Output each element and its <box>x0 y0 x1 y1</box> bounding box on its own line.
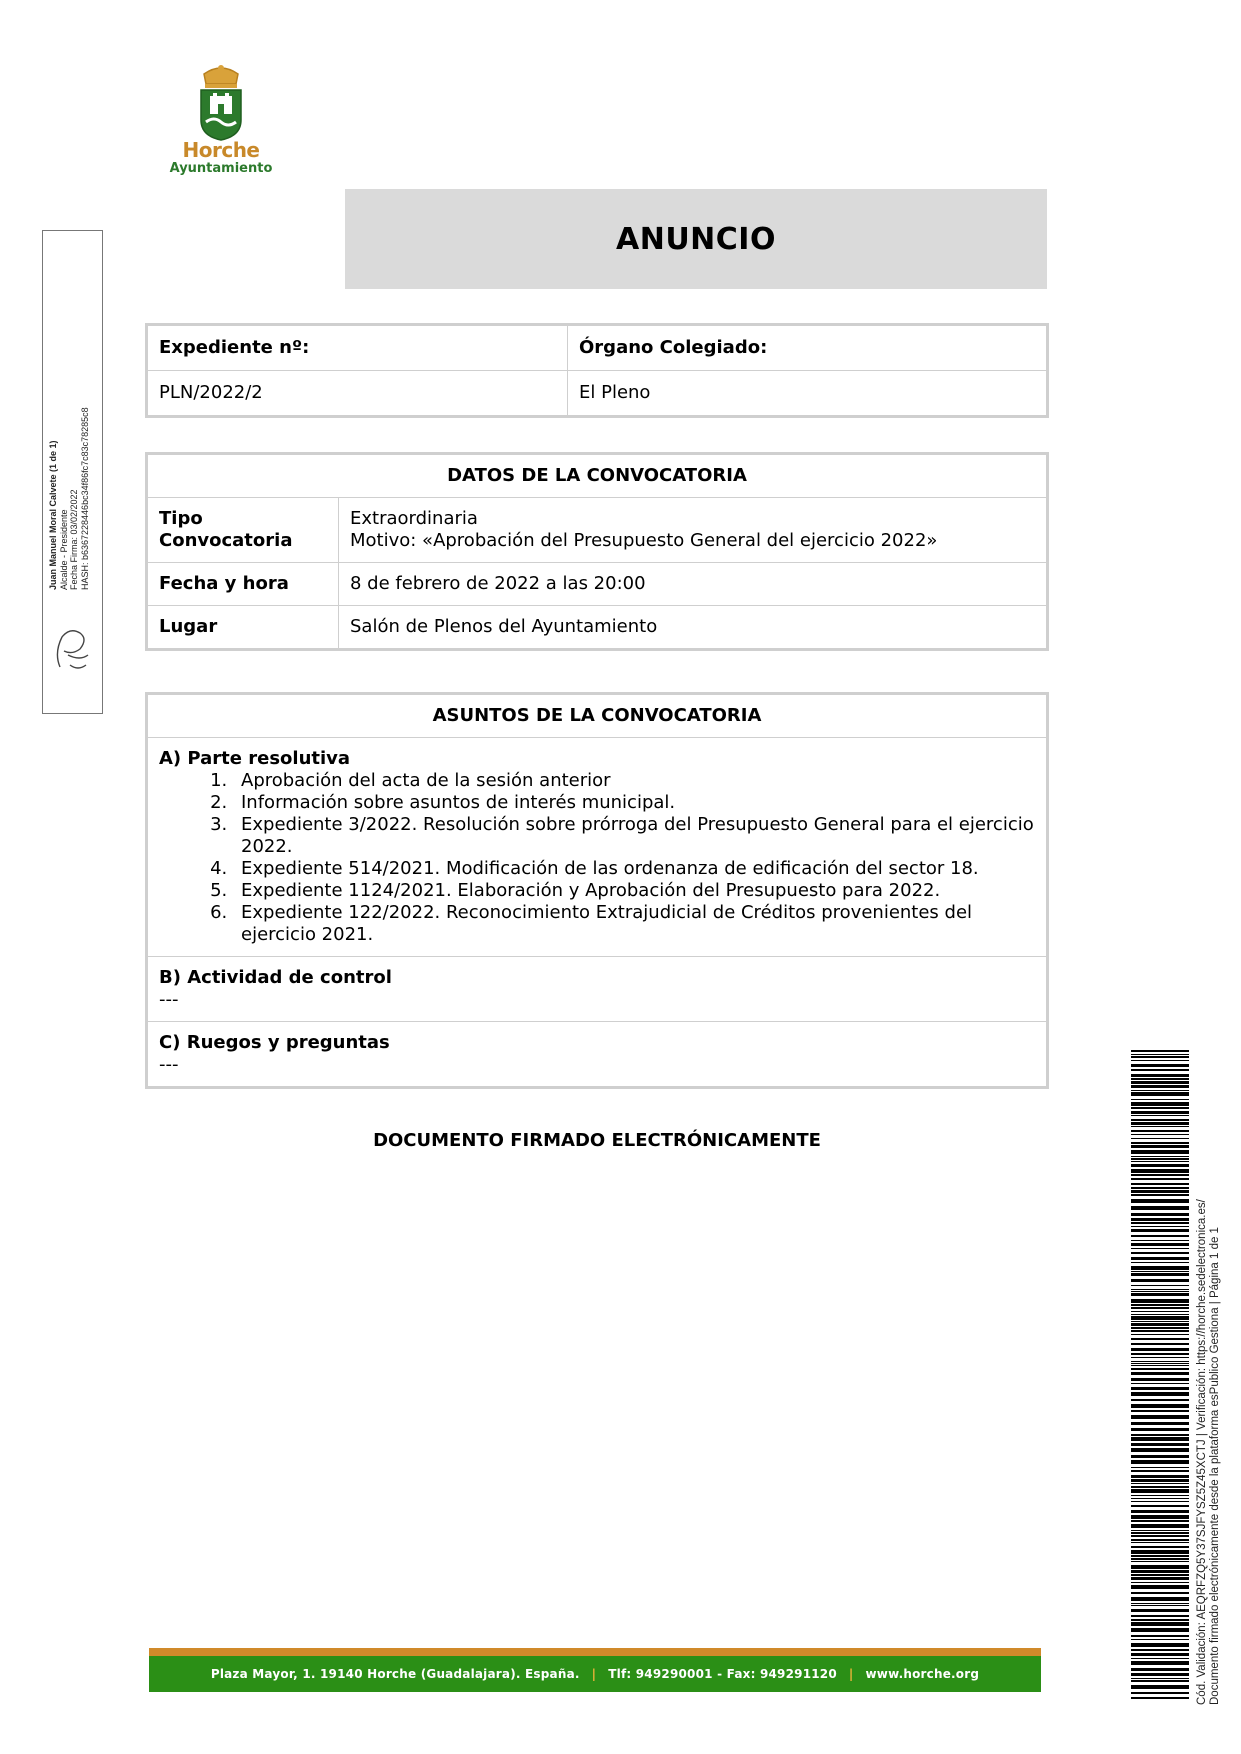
title-banner <box>345 189 1047 289</box>
barcode-bar <box>1131 1213 1189 1216</box>
barcode-bar <box>1131 1577 1189 1580</box>
barcode-bar <box>1131 1229 1189 1232</box>
list-item: 3. Expediente 3/2022. Resolución sobre prórroga del Presupuesto General para el ejercicio 2022. <box>233 814 1035 858</box>
barcode-bar <box>1131 1479 1189 1482</box>
table-row <box>148 738 1047 957</box>
lugar-label: Lugar <box>148 606 339 649</box>
table-row <box>148 695 1047 738</box>
barcode-bar <box>1131 1115 1189 1116</box>
barcode-bar <box>1131 1387 1189 1390</box>
horche-logo <box>166 64 276 174</box>
barcode-bar <box>1131 1262 1189 1263</box>
barcode-bar <box>1131 1628 1189 1632</box>
barcode-bar <box>1131 1470 1189 1472</box>
list-item: 1. Aprobación del acta de la sesión anterior <box>233 770 1035 792</box>
barcode-bar <box>1131 1174 1189 1176</box>
coat-of-arms-icon <box>196 64 246 142</box>
barcode-bar <box>1131 1639 1189 1640</box>
barcode-bar <box>1131 1145 1189 1148</box>
list-item: 2. Información sobre asuntos de interés municipal. <box>233 792 1035 814</box>
section-a-title: A) Parte resolutiva <box>159 748 351 769</box>
barcode-bar <box>1131 1060 1189 1061</box>
barcode-bar <box>1131 1597 1189 1601</box>
page-title: ANUNCIO <box>616 221 776 257</box>
barcode-bar <box>1131 1289 1189 1290</box>
barcode-bar <box>1131 1609 1189 1612</box>
barcode-bar <box>1131 1299 1189 1303</box>
barcode-bar <box>1131 1291 1189 1292</box>
barcode-bar <box>1131 1475 1189 1478</box>
barcode-bar <box>1131 1343 1189 1345</box>
barcode-bar <box>1131 1111 1189 1114</box>
barcode-bar <box>1131 1678 1189 1679</box>
barcode-bar <box>1131 1222 1189 1224</box>
barcode-bar <box>1131 1235 1189 1237</box>
expediente-table <box>147 325 1047 416</box>
logo-town-name: Horche <box>182 138 260 162</box>
barcode-bar <box>1131 1680 1189 1682</box>
barcode-bar <box>1131 1064 1189 1067</box>
barcode-bar <box>1131 1592 1189 1594</box>
barcode-bar <box>1131 1169 1189 1173</box>
table-row <box>148 563 1047 606</box>
barcode-bar <box>1131 1539 1189 1541</box>
barcode-bar <box>1131 1378 1189 1381</box>
table-row <box>148 326 1047 371</box>
tipo-label-line: Convocatoria <box>159 530 293 551</box>
section-a-list <box>159 770 1035 946</box>
fecha-label: Fecha y hora <box>148 563 339 606</box>
barcode-bar <box>1131 1199 1189 1203</box>
barcode-bar <box>1131 1126 1189 1127</box>
barcode-bar <box>1131 1489 1189 1493</box>
barcode-bar <box>1131 1486 1189 1488</box>
barcode-bar <box>1131 1161 1189 1162</box>
barcode-bar <box>1131 1150 1189 1154</box>
barcode-bar <box>1131 1520 1189 1522</box>
barcode-bar <box>1131 1130 1189 1132</box>
list-item: 4. Expediente 514/2021. Modificación de las ordenanza de edificación del sector 18. <box>233 858 1035 880</box>
barcode-bar <box>1131 1605 1189 1606</box>
barcode-bar <box>1131 1092 1189 1096</box>
barcode-bar <box>1131 1164 1189 1167</box>
organo-label: Órgano Colegiado: <box>568 326 1047 371</box>
footer-phone: Tlf: 949290001 - Fax: 949291120 <box>608 1667 837 1681</box>
barcode-bar <box>1131 1314 1189 1315</box>
barcode-bar <box>1131 1074 1189 1077</box>
table-row <box>148 1022 1047 1087</box>
barcode-bar <box>1131 1081 1189 1084</box>
barcode-bar <box>1131 1515 1189 1519</box>
barcode-bar <box>1131 1348 1189 1351</box>
tipo-label-line: Tipo <box>159 508 203 529</box>
section-b <box>148 957 1047 1022</box>
barcode-bar <box>1131 1467 1189 1468</box>
barcode-bar <box>1131 1658 1189 1659</box>
barcode-bar <box>1131 1054 1189 1055</box>
tipo-value <box>339 498 1047 563</box>
barcode-bar <box>1131 1240 1189 1241</box>
barcode-bar <box>1131 1434 1189 1436</box>
barcode-bar <box>1131 1692 1189 1694</box>
lugar-value: Salón de Plenos del Ayuntamiento <box>339 606 1047 649</box>
validation-text <box>1196 1015 1222 1705</box>
fecha-value: 8 de febrero de 2022 a las 20:00 <box>339 563 1047 606</box>
barcode-bar <box>1131 1102 1189 1106</box>
validation-code: Cód. Validación: AEQRFZQ5Y37SJFYSZ5Z45XCTJ | Verificación: https://horche.sedelectronica.es/ <box>1196 1199 1208 1705</box>
barcode-bar <box>1131 1279 1189 1282</box>
barcode-bar <box>1131 1330 1189 1332</box>
table-row <box>148 498 1047 563</box>
barcode-bar <box>1131 1183 1189 1185</box>
barcode-bar <box>1131 1050 1189 1052</box>
barcode-bar <box>1131 1085 1189 1088</box>
barcode-bar <box>1131 1138 1189 1139</box>
barcode-bar <box>1131 1078 1189 1080</box>
barcode-bar <box>1131 1248 1189 1249</box>
expediente-value: PLN/2022/2 <box>148 371 568 416</box>
signed-document-note: DOCUMENTO FIRMADO ELECTRÓNICAMENTE <box>373 1130 821 1151</box>
barcode-bar <box>1131 1334 1189 1335</box>
barcode-bar <box>1131 1558 1189 1560</box>
barcode-bar <box>1131 1542 1189 1543</box>
barcode-bar <box>1131 1585 1189 1589</box>
barcode-bar <box>1131 1495 1189 1496</box>
barcode-bar <box>1131 1323 1189 1326</box>
section-a <box>148 738 1047 957</box>
barcode-bar <box>1131 1338 1189 1340</box>
barcode-bar <box>1131 1673 1189 1676</box>
barcode-bar <box>1131 1510 1189 1513</box>
barcode-bar <box>1131 1460 1189 1464</box>
barcode-bar <box>1131 1483 1189 1484</box>
barcode-bar <box>1131 1570 1189 1573</box>
barcode-bar <box>1131 1603 1189 1604</box>
barcode-bar <box>1131 1069 1189 1071</box>
barcode-bar <box>1131 1561 1189 1562</box>
footer-separator: | <box>591 1667 597 1681</box>
handwritten-signature-icon <box>50 625 94 675</box>
barcode-bar <box>1131 1271 1189 1272</box>
motivo-value: Motivo: «Aprobación del Presupuesto General del ejercicio 2022» <box>350 530 938 551</box>
barcode-bar <box>1131 1582 1189 1583</box>
barcode-bar <box>1131 1158 1189 1160</box>
barcode-bar <box>1131 1399 1189 1401</box>
table-row <box>148 957 1047 1022</box>
barcode-bar <box>1131 1252 1189 1254</box>
barcode-icon <box>1131 1050 1189 1700</box>
section-c <box>148 1022 1047 1087</box>
barcode-bar <box>1131 1090 1189 1091</box>
barcode-bar <box>1131 1187 1189 1189</box>
barcode-bar <box>1131 1619 1189 1621</box>
barcode-bar <box>1131 1455 1189 1458</box>
barcode-bar <box>1131 1422 1189 1425</box>
barcode-bar <box>1131 1099 1189 1100</box>
barcode-bar <box>1131 1372 1189 1375</box>
barcode-bar <box>1131 1056 1189 1058</box>
barcode-bar <box>1131 1505 1189 1507</box>
barcode-bar <box>1131 1311 1189 1312</box>
expediente-label: Expediente nº: <box>148 326 568 371</box>
barcode-bar <box>1131 1327 1189 1329</box>
barcode-bar <box>1131 1321 1189 1322</box>
barcode-bar <box>1131 1285 1189 1286</box>
barcode-bar <box>1131 1190 1189 1193</box>
barcode-bar <box>1131 1307 1189 1309</box>
barcode-bar <box>1131 1615 1189 1617</box>
barcode-bar <box>1131 1668 1189 1671</box>
barcode-bar <box>1131 1550 1189 1554</box>
barcode-bar <box>1131 1107 1189 1109</box>
barcode-bar <box>1131 1443 1189 1446</box>
barcode-bar <box>1131 1243 1189 1246</box>
barcode-bar <box>1131 1316 1189 1320</box>
barcode-bar <box>1131 1273 1189 1276</box>
barcode-bar <box>1131 1194 1189 1196</box>
footer-address: Plaza Mayor, 1. 19140 Horche (Guadalajara). España. <box>210 1667 580 1681</box>
barcode-bar <box>1131 1653 1189 1656</box>
barcode-bar <box>1131 1448 1189 1452</box>
barcode-bar <box>1131 1532 1189 1534</box>
tipo-value-line: Extraordinaria <box>350 508 478 529</box>
barcode-bar <box>1131 1368 1189 1370</box>
footer-separator: | <box>848 1667 854 1681</box>
barcode-bar <box>1131 1565 1189 1569</box>
list-item: 5. Expediente 1124/2021. Elaboración y Aprobación del Presupuesto para 2022. <box>233 880 1035 902</box>
barcode-bar <box>1131 1685 1189 1689</box>
barcode-bar <box>1131 1156 1189 1157</box>
table-row <box>148 371 1047 416</box>
barcode-bar <box>1131 1415 1189 1419</box>
barcode-bar <box>1131 1293 1189 1296</box>
signature-date: Fecha Firma: 03/02/2022 <box>69 489 79 590</box>
datos-heading: DATOS DE LA CONVOCATORIA <box>148 455 1047 498</box>
section-b-content: --- <box>159 989 179 1010</box>
barcode-bar <box>1131 1134 1189 1135</box>
signature-hash: HASH: b6367228446bc34f86fc7c83c78285c8 <box>79 407 90 590</box>
barcode-bar <box>1131 1546 1189 1548</box>
barcode-bar <box>1131 1304 1189 1306</box>
barcode-bar <box>1131 1437 1189 1441</box>
footer-accent-stripe <box>149 1648 1041 1656</box>
barcode-bar <box>1131 1119 1189 1121</box>
asuntos-convocatoria-table <box>147 694 1047 1087</box>
datos-convocatoria-table <box>147 454 1047 649</box>
barcode-bar <box>1131 1357 1189 1358</box>
barcode-bar <box>1131 1555 1189 1557</box>
barcode-bar <box>1131 1649 1189 1651</box>
barcode-bar <box>1131 1574 1189 1576</box>
barcode-bar <box>1131 1535 1189 1537</box>
signature-details <box>48 150 90 590</box>
barcode-bar <box>1131 1257 1189 1260</box>
barcode-bar <box>1131 1226 1189 1227</box>
barcode-bar <box>1131 1142 1189 1144</box>
section-b-title: B) Actividad de control <box>159 967 392 988</box>
barcode-bar <box>1131 1635 1189 1637</box>
barcode-bar <box>1131 1697 1189 1699</box>
barcode-bar <box>1131 1524 1189 1528</box>
table-row <box>148 606 1047 649</box>
barcode-bar <box>1131 1353 1189 1355</box>
barcode-bar <box>1131 1498 1189 1499</box>
logo-subtitle: Ayuntamiento <box>169 161 273 176</box>
footer-website: www.horche.org <box>865 1667 980 1681</box>
barcode-bar <box>1131 1363 1189 1364</box>
barcode-bar <box>1131 1218 1189 1221</box>
barcode-bar <box>1131 1122 1189 1125</box>
barcode-bar <box>1131 1206 1189 1210</box>
barcode-bar <box>1131 1643 1189 1647</box>
barcode-bar <box>1131 1501 1189 1502</box>
tipo-label <box>148 498 339 563</box>
barcode-bar <box>1131 1392 1189 1396</box>
barcode-bar <box>1131 1361 1189 1362</box>
table-row <box>148 455 1047 498</box>
barcode-bar <box>1131 1428 1189 1431</box>
signer-name: Juan Manuel Moral Calvete (1 de 1) <box>48 440 58 590</box>
barcode-bar <box>1131 1383 1189 1384</box>
barcode-bar <box>1131 1404 1189 1408</box>
section-c-content: --- <box>159 1054 179 1075</box>
barcode-bar <box>1131 1178 1189 1180</box>
barcode-bar <box>1131 1622 1189 1626</box>
validation-platform: Documento firmado electrónicamente desde la plataforma esPublico Gestiona | Página 1 de 1 <box>1209 1227 1221 1705</box>
list-item: 6. Expediente 122/2022. Reconocimiento Extrajudicial de Créditos provenientes del ejercicio 2021. <box>233 902 1035 946</box>
barcode-bar <box>1131 1266 1189 1270</box>
signer-role: Alcalde - Presidente <box>58 509 69 590</box>
organo-value: El Pleno <box>568 371 1047 416</box>
barcode-bar <box>1131 1530 1189 1531</box>
footer-contact-band <box>149 1656 1041 1692</box>
barcode-bar <box>1131 1365 1189 1366</box>
section-c-title: C) Ruegos y preguntas <box>159 1032 390 1053</box>
asuntos-heading: ASUNTOS DE LA CONVOCATORIA <box>148 695 1047 738</box>
barcode-bar <box>1131 1410 1189 1412</box>
barcode-bar <box>1131 1661 1189 1665</box>
